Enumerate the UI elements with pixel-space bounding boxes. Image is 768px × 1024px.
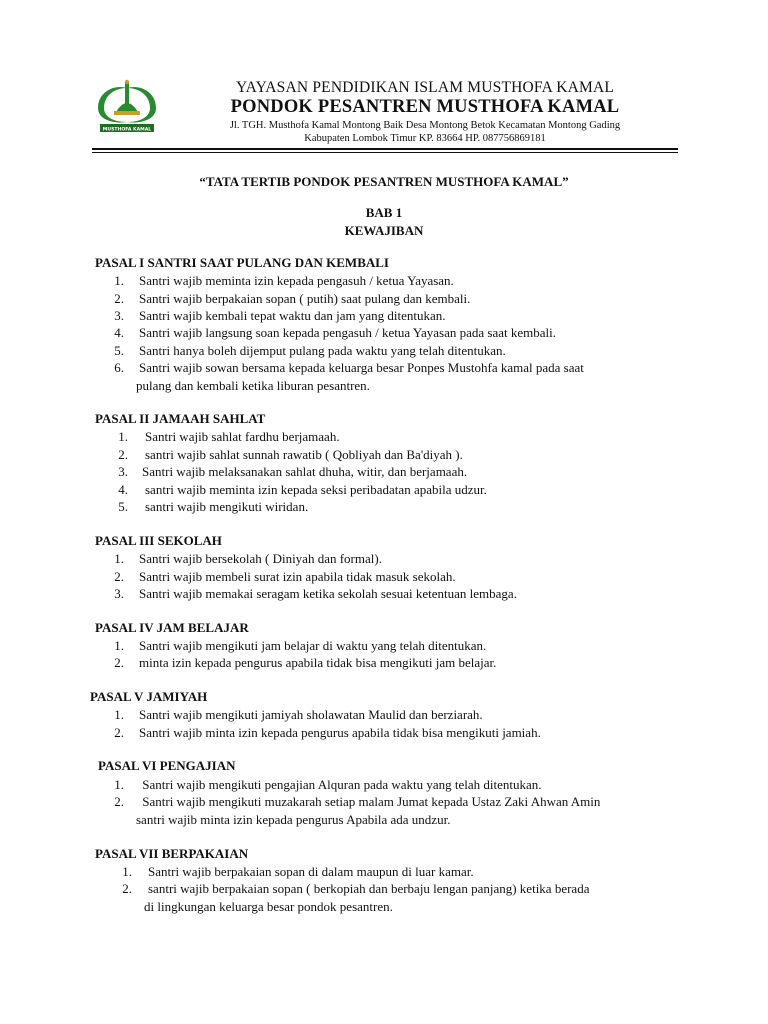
logo-emblem [92,78,162,134]
section-heading: PASAL VII BERPAKAIAN [95,846,249,861]
document-page: MUSTHOFA KAMAL YAYASAN PENDIDIKAN ISLAM MUSTHOFA KAMAL PONDOK PESANTREN MUSTHOFA KAMAL Jl. TGH. Musthofa Kamal Montong Baik Desa Montong Betok Kecamatan Montong Gading Kabupaten Lombok Timur KP. 83664 HP. 087756869181 “TATA TERTIB PONDOK PESANTREN MUSTHOFA KAMAL” BAB 1 KEWAJIBAN PASAL I SANTRI SAAT PULANG DAN KEMBALI 1. Santri wajib meminta izin kepada pengasuh / ketua Yayasan. 2. Santri wajib berpakaian sopan ( putih) saat pulang dan kembali. 3. Santri wajib kembali tepat waktu dan jam yang ditentukan. 4. Santri wajib langsung soan kepada pengasuh / ketua Yayasan pada saat kembali. 5. Santri hanya boleh dijemput pulang pada waktu yang telah ditentukan. 6. Santri wajib sowan bersama kepada keluarga besar Ponpes Mustohfa kamal pada saat pulang dan kembali ketika liburan pesantren. PASAL II JAMAAH SAHLAT 1. Santri wajib sahlat fardhu berjamaah. 2. santri wajib sahlat sunnah rawatib ( Qobliyah dan Ba'diyah ). 3. Santri wajib melaksanakan sahlat dhuha, witir, dan berjamaah. 4. santri wajib meminta izin kepada seksi peribadatan apabila udzur. 5. santri wajib mengikuti wiridan. PASAL III SEKOLAH 1. Santri wajib bersekolah ( Diniyah dan formal). 2. Santri wajib membeli surat izin apabila tidak masuk sekolah. 3. Santri wajib memakai seragam ketika sekolah sesuai ketentuan lembaga. PASAL IV JAM BELAJAR 1. Santri wajib mengikuti jam belajar di waktu yang telah ditentukan. 2. minta izin kepada pengurus apabila tidak bisa mengikuti jam belajar. PASAL V JAMIYAH 1. Santri wajib mengikuti jamiyah sholawatan Maulid dan berziarah. 2. Santri wajib minta izin kepada pengurus apabila tidak bisa mengikuti jamiah. PASAL VI PENGAJIAN 1. Santri wajib mengikuti pengajian Alquran pada waktu yang telah ditentukan. 2. Santri wajib mengikuti muzakarah setiap malam Jumat kepada Ustaz Zaki Ahwan Amin santri wajib minta izin kepada pengurus Apabila ada undzur. PASAL VII BERPAKAIAN 1. Santri wajib berpakaian sopan di dalam maupun di luar kamar. 2. santri wajib berpakaian sopan ( berkopiah dan berbaju lengan panjang) ketika berada di lingkungan keluarga besar pondok pesantren. [0,0,768,1024]
section-heading: PASAL I SANTRI SAAT PULANG DAN KEMBALI [95,255,389,270]
section-heading: PASAL V JAMIYAH [90,689,208,704]
section-heading: PASAL II JAMAAH SAHLAT [95,411,266,426]
chapter-heading [0,204,768,240]
section-heading: PASAL III SEKOLAH [95,533,222,548]
letterhead [190,78,660,145]
address-line-1: Jl. TGH. Musthofa Kamal Montong Baik Desa Montong Betok Kecamatan Montong Gading [229,120,621,131]
section-heading: PASAL IV JAM BELAJAR [95,620,249,635]
letterhead-divider-thin [92,152,678,153]
letterhead-divider-thick [92,148,678,150]
foundation-name: YAYASAN PENDIDIKAN ISLAM MUSTHOFA KAMAL [235,79,615,96]
address-line-2: Kabupaten Lombok Timur KP. 83664 HP. 087756869181 [304,132,546,144]
chapter-number: BAB 1 [365,205,403,220]
institution-name: PONDOK PESANTREN MUSTHOFA KAMAL [230,97,620,117]
chapter-title: KEWAJIBAN [344,223,424,238]
document-title: “TATA TERTIB PONDOK PESANTREN MUSTHOFA KAMAL” [199,174,569,189]
logo-text: MUSTHOFA KAMAL [102,127,152,133]
section-heading: PASAL VI PENGAJIAN [98,758,236,773]
